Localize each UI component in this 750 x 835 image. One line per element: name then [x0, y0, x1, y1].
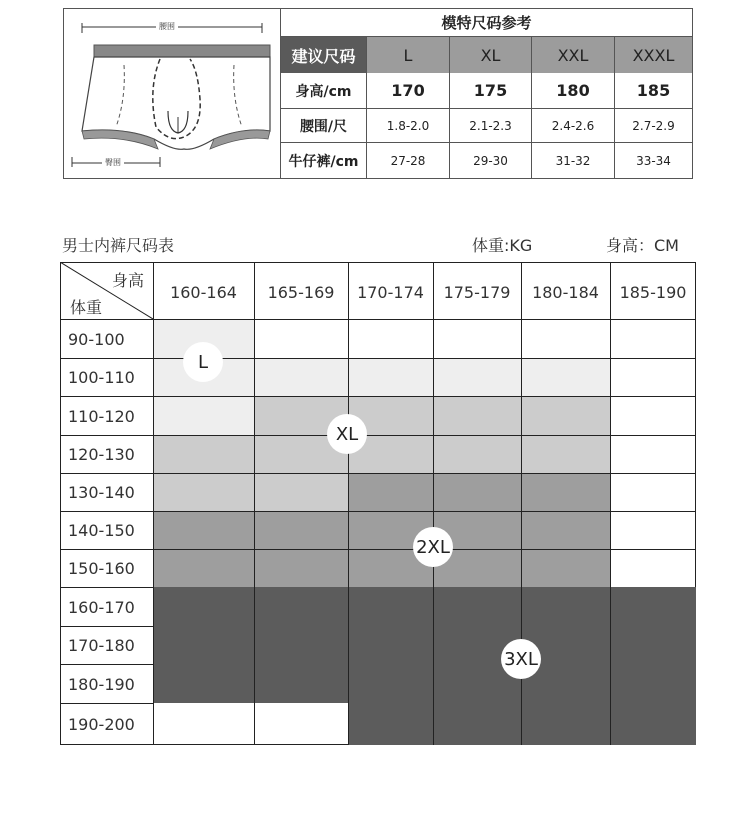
weight-row-header: 110-120	[68, 406, 135, 426]
reference-cell: 27-28	[367, 143, 450, 178]
grid-hline	[60, 396, 696, 397]
size-cell-xl	[433, 396, 521, 435]
size-cell-3xl	[254, 587, 348, 626]
size-cell-2xl	[521, 473, 610, 511]
size-cell-3xl	[254, 664, 348, 703]
reference-table	[281, 37, 692, 178]
reference-cell: 29-30	[450, 143, 532, 178]
grid-hline	[60, 358, 696, 359]
reference-cell: 2.7-2.9	[632, 118, 675, 133]
grid-vline	[60, 262, 61, 745]
size-cell-2xl	[433, 473, 521, 511]
size-chart-grid	[60, 262, 696, 745]
weight-row-header: 120-130	[68, 445, 135, 464]
grid-hline	[60, 262, 696, 263]
grid-hline	[60, 473, 696, 474]
reference-cell: 180	[532, 73, 615, 108]
height-column-header: 175-179	[443, 283, 511, 302]
size-cell-3xl	[521, 703, 610, 745]
size-cell-2xl	[348, 473, 433, 511]
grid-vline	[433, 262, 434, 745]
size-cell-3xl	[153, 587, 254, 626]
size-cell-3xl	[348, 664, 433, 703]
size-cell-l	[521, 358, 610, 396]
height-column-header: 160-164	[170, 283, 237, 302]
size-cell-xl	[433, 435, 521, 473]
weight-row-header: 180-190	[68, 674, 135, 694]
size-cell-l	[348, 358, 433, 396]
size-cell-l	[433, 358, 521, 396]
size-cell-3xl	[254, 626, 348, 664]
waist-label: 腰围	[156, 21, 178, 32]
size-cell-xl	[153, 473, 254, 511]
height-column-header: 185-190	[619, 283, 687, 302]
height-column-header: 180-184	[532, 283, 599, 302]
size-cell-xl	[254, 473, 348, 511]
size-badge-2xl: 2XL	[413, 527, 453, 567]
size-cell-2xl	[521, 511, 610, 549]
weight-row-header: 170-180	[68, 636, 135, 655]
reference-row-waist	[281, 109, 692, 143]
reference-cell: 2.4-2.6	[532, 109, 615, 142]
size-cell-xl	[153, 435, 254, 473]
reference-cell: 身高/cm	[281, 73, 367, 108]
grid-vline	[695, 262, 696, 587]
size-cell-3xl	[521, 587, 610, 626]
grid-hline	[60, 511, 696, 512]
height-column-header: 165-169	[267, 283, 335, 302]
underwear-diagram	[64, 9, 281, 178]
grid-hline	[60, 664, 153, 665]
size-badge-l: L	[183, 342, 223, 382]
grid-vline	[348, 262, 349, 745]
reference-cell: L	[367, 37, 450, 73]
reference-cell: 175	[450, 73, 532, 108]
size-cell-xl	[521, 435, 610, 473]
reference-cell: XL	[450, 37, 532, 73]
size-cell-3xl	[610, 587, 696, 626]
reference-cell: XXXL	[615, 37, 692, 73]
hip-label: 臀围	[102, 157, 124, 168]
reference-cell: 170	[367, 73, 450, 108]
reference-row-size	[281, 37, 692, 73]
reference-cell: 185	[636, 81, 671, 100]
reference-cell: 31-32	[532, 143, 615, 178]
size-cell-3xl	[610, 664, 696, 703]
size-cell-3xl	[348, 703, 433, 745]
grid-vline	[610, 262, 611, 745]
weight-unit-label: 体重:KG	[472, 236, 533, 255]
reference-cell: 1.8-2.0	[367, 109, 450, 142]
reference-cell: 腰围/尺	[281, 109, 367, 142]
grid-hline	[60, 744, 348, 745]
size-cell-l	[254, 358, 348, 396]
size-cell-3xl	[348, 587, 433, 626]
reference-cell: 建议尺码	[281, 37, 367, 73]
corner-weight-label: 体重	[70, 298, 103, 317]
weight-row-header: 100-110	[68, 368, 135, 387]
size-cell-2xl	[254, 511, 348, 549]
grid-hline	[60, 703, 153, 704]
size-badge-xl: XL	[327, 414, 367, 454]
reference-row-height	[281, 73, 692, 109]
weight-row-header: 130-140	[68, 483, 135, 502]
briefs-illustration	[64, 9, 280, 178]
weight-row-header: 160-170	[68, 597, 135, 617]
size-cell-3xl	[610, 626, 696, 664]
grid-vline	[153, 262, 154, 745]
size-cell-2xl	[153, 549, 254, 587]
weight-row-header: 190-200	[68, 715, 135, 734]
weight-row-header: 140-150	[68, 521, 135, 540]
grid-hline	[60, 319, 696, 320]
grid-hline	[60, 626, 153, 627]
size-cell-2xl	[521, 549, 610, 587]
grid-hline	[60, 435, 696, 436]
height-column-header: 170-174	[357, 283, 424, 302]
model-size-reference	[63, 8, 693, 179]
size-cell-2xl	[254, 549, 348, 587]
reference-row-jeans	[281, 143, 692, 178]
size-cell-3xl	[153, 664, 254, 703]
grid-hline	[60, 587, 153, 588]
reference-title: 模特尺码参考	[281, 9, 692, 37]
size-cell-3xl	[348, 626, 433, 664]
reference-cell: 33-34	[636, 153, 671, 168]
size-cell-3xl	[153, 626, 254, 664]
size-cell-3xl	[433, 587, 521, 626]
size-cell-3xl	[610, 703, 696, 745]
reference-cell: 牛仔裤/cm	[281, 143, 367, 178]
corner-height-label: 身高	[112, 271, 145, 290]
chart-title: 男士内裤尺码表	[62, 236, 175, 255]
grid-vline	[254, 262, 255, 745]
weight-row-header: 150-160	[68, 559, 135, 578]
reference-cell: XXL	[532, 37, 615, 73]
reference-cell: 2.1-2.3	[450, 109, 532, 142]
size-cell-xl	[521, 396, 610, 435]
size-cell-2xl	[153, 511, 254, 549]
grid-hline	[60, 549, 696, 550]
size-cell-l	[153, 396, 254, 435]
size-cell-3xl	[433, 703, 521, 745]
size-badge-3xl: 3XL	[501, 639, 541, 679]
weight-row-header: 90-100	[68, 329, 125, 349]
height-unit-label: 身高：CM	[606, 236, 679, 255]
